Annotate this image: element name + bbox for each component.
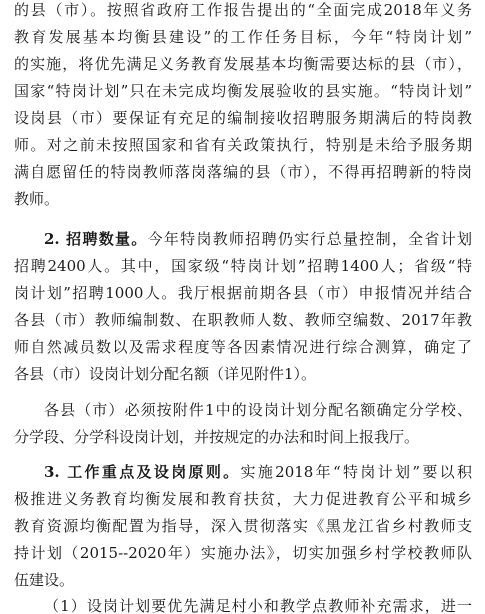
text-line: 教育发展基本均衡县建设”的工作任务目标，今年“特岗计划” — [14, 28, 472, 46]
text-line: 的县（市）。按照省政府工作报告提出的“全面完成2018年义务 — [14, 1, 472, 19]
text-line: 极推进义务教育均衡发展和教育扶贫，大力促进教育公平和城乡 — [14, 490, 472, 508]
text-line: 各县（市）必须按附件1中的设岗计划分配名额确定分学校、 — [44, 401, 472, 419]
text-line — [44, 462, 472, 482]
text-line: 师自然减员数以及需求程度等各因素情况进行综合测算，确定了 — [14, 338, 472, 356]
text-line: 招聘2400人。其中，国家级“特岗计划”招聘1400人；省级“特 — [14, 257, 472, 275]
text-line: （1）设岗计划要优先满足村小和教学点教师补充需求，进一 — [44, 597, 472, 614]
section-heading: 2. 招聘数量。 — [44, 230, 148, 248]
text-run: 实施2018年“特岗计划”要以积 — [240, 463, 472, 481]
text-line: 国家“特岗计划”只在未完成均衡发展验收的县实施。“特岗计划” — [14, 82, 472, 100]
text-line: 岗计划”招聘1000人。我厅根据前期各县（市）申报情况并结合 — [14, 284, 472, 302]
text-line: 师。对之前未按照国家和省有关政策执行，特别是未给予服务期 — [14, 136, 472, 154]
section-heading: 3. 工作重点及设岗原则。 — [44, 463, 241, 481]
text-line: 满自愿留任的特岗教师落岗落编的县（市），不得再招聘新的特岗 — [14, 163, 472, 181]
text-line: 设岗县（市）要保证有充足的编制接收招聘服务期满后的特岗教 — [14, 109, 472, 127]
text-line: 教育资源均衡配置为指导，深入贯彻落实《黑龙江省乡村教师支 — [14, 517, 472, 535]
text-line: 各县（市）设岗计划分配名额（详见附件1）。 — [14, 365, 317, 383]
text-line: 持计划（2015--2020年）实施办法》，切实加强乡村学校教师队 — [14, 544, 472, 562]
text-run: 今年特岗教师招聘仍实行总量控制，全省计划 — [147, 230, 472, 248]
text-line: 伍建设。 — [14, 571, 75, 589]
text-line — [44, 229, 472, 249]
text-line: 教师。 — [14, 190, 60, 208]
text-line: 的实施，将优先满足义务教育发展基本均衡需要达标的县（市）， — [14, 55, 472, 73]
text-line: 分学段、分学科设岗计划，并按规定的办法和时间上报我厅。 — [14, 428, 420, 446]
text-line: 各县（市）教师编制数、在职教师人数、教师空编数、2017年教 — [14, 311, 472, 329]
